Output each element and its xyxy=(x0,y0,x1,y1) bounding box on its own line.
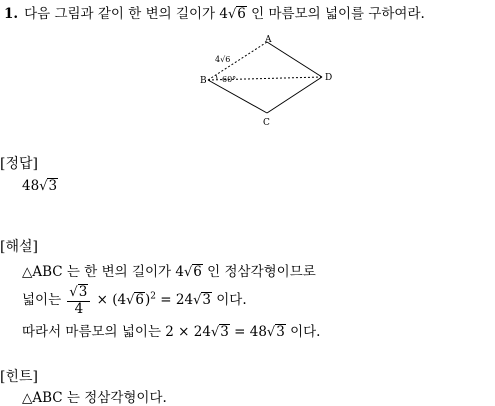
vertex-label-b: B xyxy=(200,76,207,86)
explanation-line-1-sqrt: √6 xyxy=(183,264,202,280)
explanation-line-2-eq: = 24 xyxy=(155,292,194,309)
explanation-line-2-pre: 넓이는 xyxy=(22,292,62,309)
explanation-line-2-post: 이다. xyxy=(211,292,247,309)
explanation-line-3-sqrt-2-arg: 3 xyxy=(276,324,285,340)
explanation-line-2-sqrt-arg: 6 xyxy=(135,292,144,309)
explanation-line-3 xyxy=(22,320,320,340)
explanation-line-2 xyxy=(22,284,247,317)
question-text xyxy=(4,2,425,22)
sqrt-argument: 6 xyxy=(237,6,246,22)
hint-label: [힌트] xyxy=(0,369,38,385)
vertex-label-d: D xyxy=(325,73,333,83)
answer-sqrt: √3 xyxy=(39,178,58,194)
explanation-line-1-post: 인 정삼각형이므로 xyxy=(202,264,316,280)
answer-value xyxy=(22,178,58,194)
explanation-line-1-pre: △ABC 는 한 변의 길이가 4 xyxy=(22,264,184,280)
question-text-before: 다음 그림과 같이 한 변의 길이가 4 xyxy=(24,6,228,22)
side-ad xyxy=(267,42,322,77)
hint-text: △ABC 는 정삼각형이다. xyxy=(22,390,167,406)
explanation-line-2-sqrt-2: √3 xyxy=(193,292,211,309)
explanation-line-2-exponent: 2 xyxy=(150,291,156,302)
explanation-line-2-times: × (4 xyxy=(96,292,127,309)
explanation-label: [해설] xyxy=(0,239,38,255)
answer-label: [정답] xyxy=(0,156,38,172)
side-length-label: 4√6 xyxy=(215,55,231,64)
explanation-line-3-post: 이다. xyxy=(285,324,321,340)
explanation-line-3-sqrt-1-arg: 3 xyxy=(220,324,229,340)
fraction-denominator: 4 xyxy=(74,300,84,317)
explanation-line-3-sqrt-2: √3 xyxy=(266,324,285,340)
question-number: 1. xyxy=(4,6,19,22)
angle-label: 60° xyxy=(222,75,237,84)
rhombus-figure xyxy=(190,32,340,132)
angle-arc xyxy=(216,75,217,79)
side-dc xyxy=(267,77,322,113)
explanation-line-3-mid: = 48 xyxy=(229,324,267,340)
answer-coefficient: 48 xyxy=(22,178,40,194)
explanation-line-1-sqrt-arg: 6 xyxy=(193,264,202,280)
fraction-numerator: √3 xyxy=(67,284,90,302)
fraction-numerator-sqrt-arg: 3 xyxy=(78,284,88,300)
vertex-label-c: C xyxy=(263,118,270,128)
question-text-after: 인 마름모의 넓이를 구하여라. xyxy=(246,6,425,22)
explanation-line-2-sqrt-2-arg: 3 xyxy=(202,292,211,309)
answer-sqrt-argument: 3 xyxy=(48,178,58,194)
explanation-line-3-pre: 따라서 마름모의 넓이는 2 × 24 xyxy=(22,324,211,340)
sqrt-expression: √6 xyxy=(227,6,246,22)
explanation-line-3-sqrt-1: √3 xyxy=(210,324,229,340)
vertex-label-a: A xyxy=(265,35,272,45)
explanation-line-2-close: ) xyxy=(144,292,151,309)
side-cb xyxy=(208,80,267,113)
explanation-line-2-sqrt: √6 xyxy=(126,292,144,309)
fraction xyxy=(67,284,90,317)
explanation-line-1 xyxy=(22,260,316,280)
